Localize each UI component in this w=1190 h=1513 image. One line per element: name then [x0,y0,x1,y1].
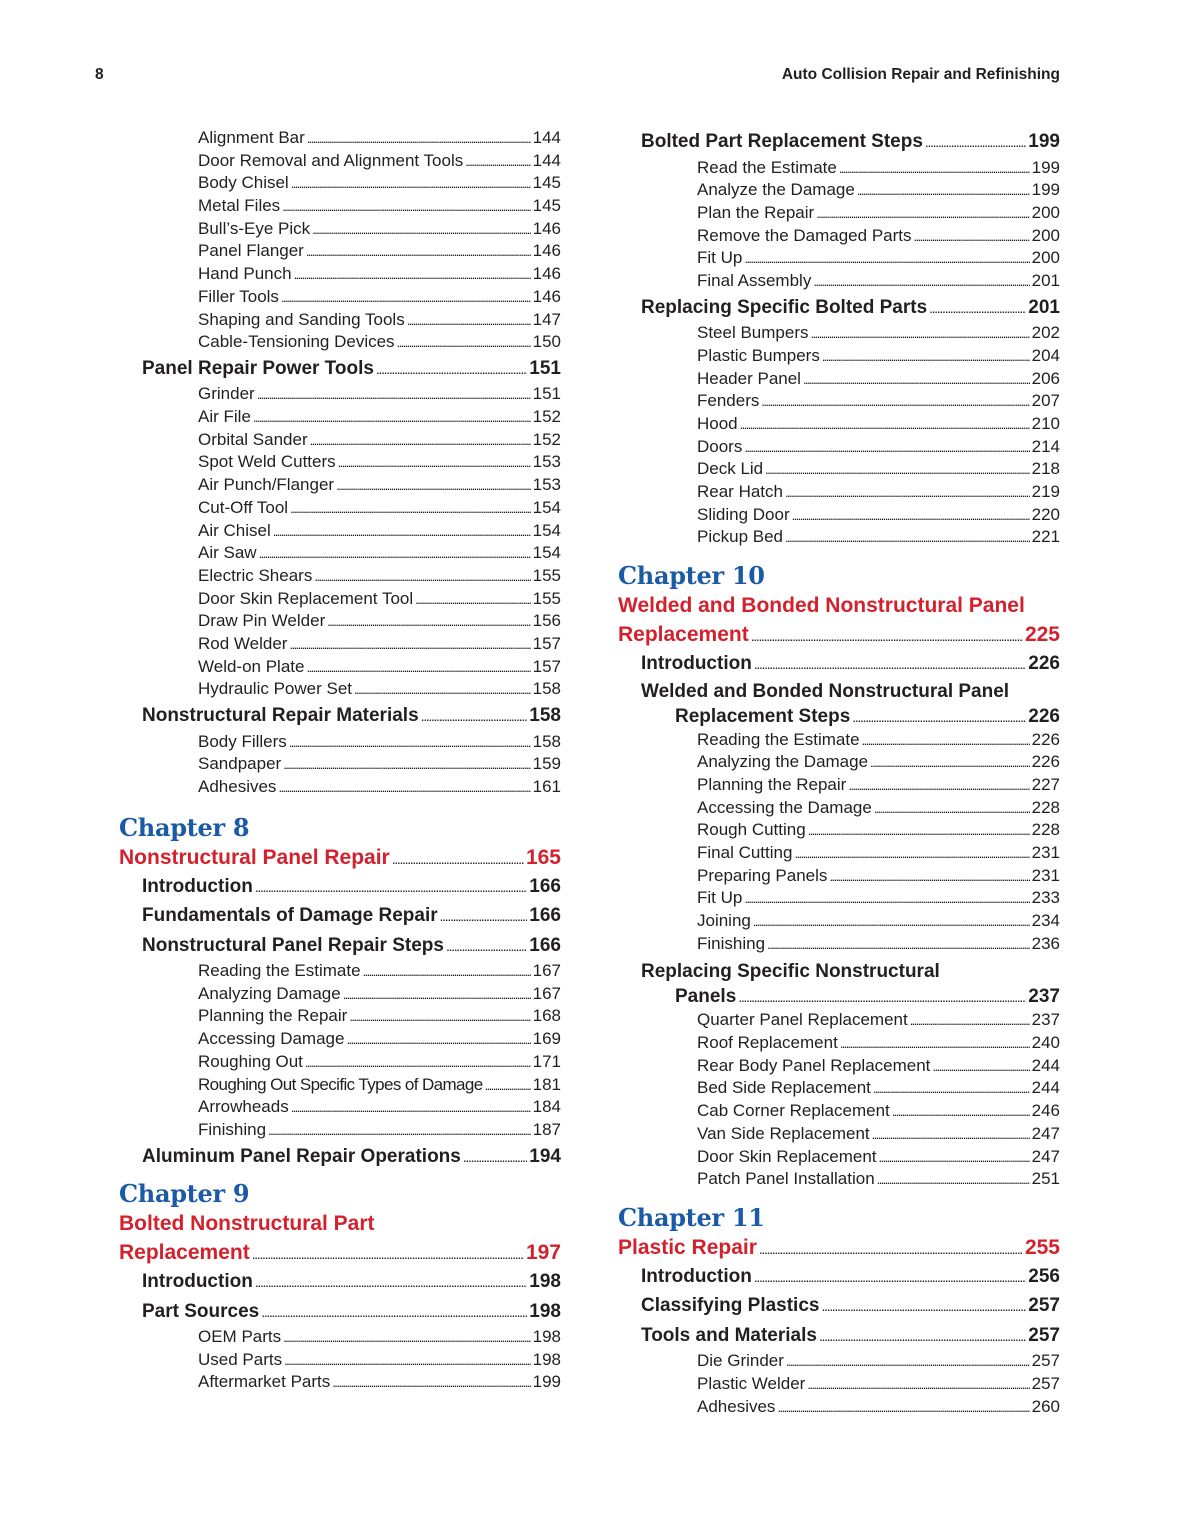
toc-section-heading[interactable]: Classifying Plastics . . . 257 [618,1291,1060,1321]
toc-section-specific-bolted [618,293,1060,549]
toc-entry[interactable]: Arrowheads . . . 184 [119,1096,561,1119]
toc-entry[interactable]: Aftermarket Parts . . . 199 [119,1371,561,1394]
toc-entry[interactable]: Shaping and Sanding Tools . . . 147 [119,309,561,332]
toc-entry[interactable]: Roughing Out . . . 171 [119,1051,561,1074]
toc-entry[interactable]: Quarter Panel Replacement . . . 237 [618,1009,1060,1032]
toc-section-heading[interactable]: Panel Repair Power Tools . . . 151 [119,354,561,384]
toc-entry[interactable]: OEM Parts . . . 198 [119,1326,561,1349]
toc-entry[interactable]: Header Panel . . . 206 [618,368,1060,391]
toc-entry[interactable]: Hood . . . 210 [618,413,1060,436]
toc-entry[interactable]: Roughing Out Specific Types of Damage . . . 181 [119,1074,561,1097]
toc-entry[interactable]: Analyze the Damage . . . 199 [618,179,1060,202]
toc-entry[interactable]: Van Side Replacement . . . 247 [618,1123,1060,1146]
toc-entry[interactable]: Analyzing the Damage . . . 226 [618,751,1060,774]
chapter-title-line1[interactable]: Bolted Nonstructural Part [119,1212,375,1236]
toc-entry[interactable]: Analyzing Damage . . . 167 [119,983,561,1006]
toc-section-heading[interactable]: Nonstructural Panel Repair Steps . . . 166 [119,931,561,961]
toc-entry[interactable]: Doors . . . 214 [618,436,1060,459]
toc-section-heading[interactable]: Part Sources . . . 198 [119,1297,561,1327]
toc-section-heading[interactable]: Fundamentals of Damage Repair . . . 166 [119,901,561,931]
toc-entry[interactable]: Filler Tools . . . 146 [119,286,561,309]
toc-section-materials [119,701,561,799]
toc-entry[interactable]: Body Fillers . . . 158 [119,731,561,754]
toc-entry[interactable]: Hydraulic Power Set . . . 158 [119,678,561,701]
toc-entry[interactable]: Door Skin Replacement Tool . . . 155 [119,588,561,611]
page-number: 8 [95,66,104,83]
toc-entry[interactable]: Air Chisel . . . 154 [119,520,561,543]
toc-entry[interactable]: Hand Punch . . . 146 [119,263,561,286]
toc-section-heading-line1[interactable]: Welded and Bonded Nonstructural Panel [641,680,1010,702]
toc-entry[interactable]: Final Cutting . . . 231 [618,842,1060,865]
toc-entry[interactable]: Orbital Sander . . . 152 [119,429,561,452]
toc-entry[interactable]: Read the Estimate . . . 199 [618,157,1060,180]
toc-entry[interactable]: Sliding Door . . . 220 [618,504,1060,527]
toc-entry[interactable]: Roof Replacement . . . 240 [618,1032,1060,1055]
toc-entry[interactable]: Reading the Estimate . . . 226 [618,729,1060,752]
toc-entry[interactable]: Die Grinder . . . 257 [618,1350,1060,1373]
toc-entry[interactable]: Rear Body Panel Replacement . . . 244 [618,1055,1060,1078]
toc-section-heading[interactable]: Introduction . . . 166 [119,872,561,902]
toc-entry[interactable]: Body Chisel . . . 145 [119,172,561,195]
book-title: Auto Collision Repair and Refinishing [781,66,1060,83]
toc-entry[interactable]: Alignment Bar . . . 144 [119,127,561,150]
toc-entry[interactable]: Grinder . . . 151 [119,383,561,406]
toc-entry[interactable]: Spot Weld Cutters . . . 153 [119,451,561,474]
toc-entry[interactable]: Finishing . . . 236 [618,933,1060,956]
toc-entry[interactable]: Pickup Bed . . . 221 [618,526,1060,549]
toc-entry[interactable]: Air Saw . . . 154 [119,542,561,565]
toc-chapter-8 [119,813,561,1172]
toc-entry[interactable]: Preparing Panels . . . 231 [618,865,1060,888]
toc-entry[interactable]: Accessing the Damage . . . 228 [618,797,1060,820]
toc-group-tools-continued [119,127,561,354]
chapter-label: Chapter 10 [618,561,765,590]
chapter-label: Chapter 9 [119,1179,250,1209]
toc-entry[interactable]: Adhesives . . . 260 [618,1396,1060,1419]
toc-entry[interactable]: Fit Up . . . 200 [618,247,1060,270]
toc-section-heading-line2[interactable]: Panels . . . 237 [618,985,1060,1009]
chapter-title-line2[interactable]: Replacement . . . 197 [119,1238,561,1267]
toc-entry[interactable]: Air File . . . 152 [119,406,561,429]
toc-entry[interactable]: Door Removal and Alignment Tools . . . 144 [119,150,561,173]
toc-section-heading[interactable]: Bolted Part Replacement Steps . . . 199 [618,127,1060,157]
chapter-title-line2[interactable]: Replacement . . . 225 [618,620,1060,649]
toc-entry[interactable]: Adhesives . . . 161 [119,776,561,799]
toc-entry[interactable]: Electric Shears . . . 155 [119,565,561,588]
toc-entry[interactable]: Rear Hatch . . . 219 [618,481,1060,504]
toc-entry[interactable]: Planning the Repair . . . 227 [618,774,1060,797]
toc-entry[interactable]: Door Skin Replacement . . . 247 [618,1146,1060,1169]
toc-entry[interactable]: Air Punch/Flanger . . . 153 [119,474,561,497]
toc-chapter-10 [618,561,1060,1191]
toc-section-heading[interactable]: Introduction . . . 256 [618,1262,1060,1292]
toc-entry[interactable]: Cut-Off Tool . . . 154 [119,497,561,520]
chapter-label: Chapter 8 [119,812,250,842]
toc-section-heading-line2[interactable]: Replacement Steps . . . 226 [618,705,1060,729]
toc-entry[interactable]: Plastic Bumpers . . . 204 [618,345,1060,368]
chapter-title[interactable]: Plastic Repair . . . 255 [618,1233,1060,1262]
toc-entry[interactable]: Metal Files . . . 145 [119,195,561,218]
toc-entry[interactable]: Plastic Welder . . . 257 [618,1373,1060,1396]
toc-entry[interactable]: Weld-on Plate . . . 157 [119,656,561,679]
toc-entry[interactable]: Deck Lid . . . 218 [618,458,1060,481]
toc-entry[interactable]: Reading the Estimate . . . 167 [119,960,561,983]
toc-entry[interactable]: Fit Up . . . 233 [618,887,1060,910]
toc-entry[interactable]: Remove the Damaged Parts . . . 200 [618,225,1060,248]
toc-entry[interactable]: Patch Panel Installation . . . 251 [618,1168,1060,1191]
toc-entry[interactable]: Draw Pin Welder . . . 156 [119,610,561,633]
toc-chapter-11 [618,1203,1060,1419]
toc-entry[interactable]: Joining . . . 234 [618,910,1060,933]
toc-entry[interactable]: Accessing Damage . . . 169 [119,1028,561,1051]
toc-entry[interactable]: Rough Cutting . . . 228 [618,819,1060,842]
toc-entry[interactable]: Rod Welder . . . 157 [119,633,561,656]
running-header [95,66,1060,88]
toc-section-heading[interactable]: Tools and Materials . . . 257 [618,1321,1060,1351]
toc-entry[interactable]: Steel Bumpers . . . 202 [618,322,1060,345]
toc-section-heading[interactable]: Introduction . . . 198 [119,1267,561,1297]
toc-left-column [119,127,561,1394]
toc-entry[interactable]: Planning the Repair . . . 168 [119,1005,561,1028]
toc-entry[interactable]: Sandpaper . . . 159 [119,753,561,776]
toc-entry[interactable]: Fenders . . . 207 [618,390,1060,413]
chapter-title[interactable]: Nonstructural Panel Repair . . . 165 [119,843,561,872]
toc-chapter-9 [119,1179,561,1394]
toc-section-heading[interactable]: Aluminum Panel Repair Operations . . . 194 [119,1142,561,1172]
toc-entry[interactable]: Panel Flanger . . . 146 [119,240,561,263]
toc-entry[interactable]: Finishing . . . 187 [119,1119,561,1142]
toc-section-heading-line1[interactable]: Replacing Specific Nonstructural [641,961,940,983]
toc-entry[interactable]: Cable-Tensioning Devices . . . 150 [119,331,561,354]
toc-right-column [618,127,1060,1418]
chapter-title-line1[interactable]: Welded and Bonded Nonstructural Panel [618,594,1025,617]
toc-section-heading[interactable]: Nonstructural Repair Materials . . . 158 [119,701,561,731]
chapter-label: Chapter 11 [618,1202,765,1232]
toc-entry[interactable]: Bull’s-Eye Pick . . . 146 [119,218,561,241]
toc-entry[interactable]: Bed Side Replacement . . . 244 [618,1077,1060,1100]
toc-entry[interactable]: Used Parts . . . 198 [119,1349,561,1372]
toc-entry[interactable]: Final Assembly . . . 201 [618,270,1060,293]
toc-section-bolted-steps [618,127,1060,293]
toc-section-power-tools [119,354,561,701]
toc-entry[interactable]: Plan the Repair . . . 200 [618,202,1060,225]
toc-section-heading[interactable]: Replacing Specific Bolted Parts . . . 201 [618,293,1060,323]
toc-entry[interactable]: Cab Corner Replacement . . . 246 [618,1100,1060,1123]
toc-section-heading[interactable]: Introduction . . . 226 [618,649,1060,679]
